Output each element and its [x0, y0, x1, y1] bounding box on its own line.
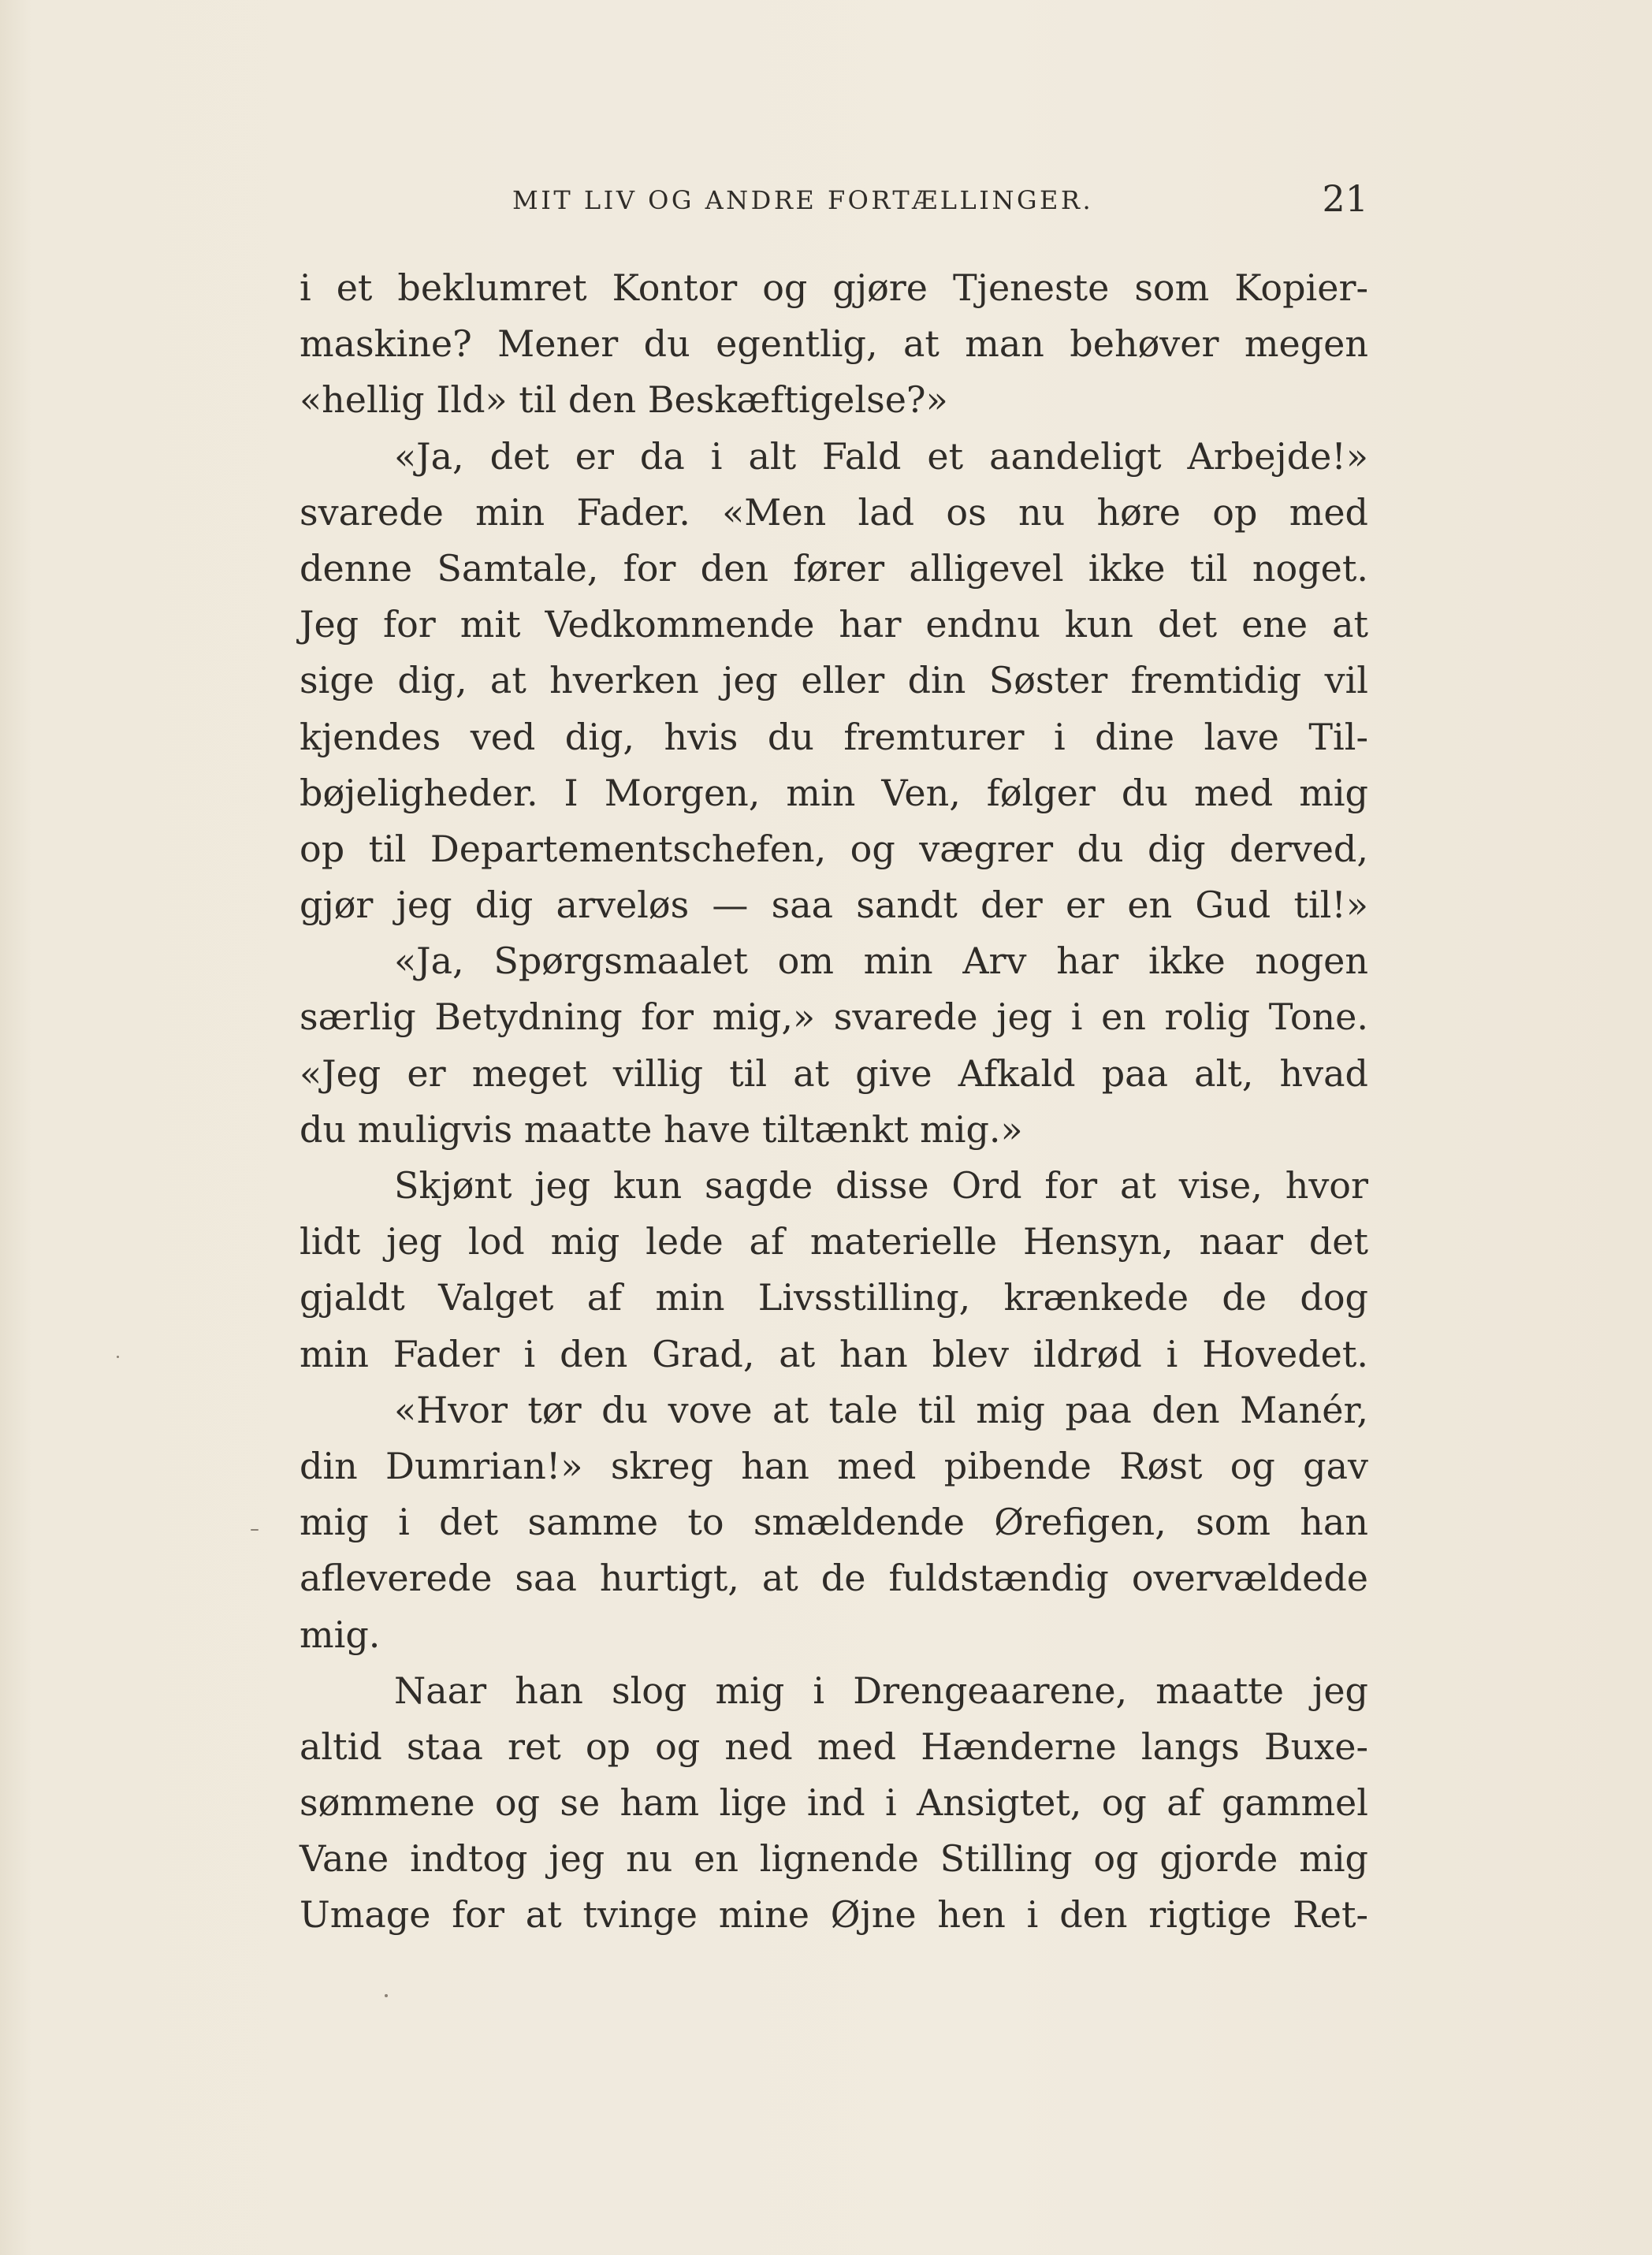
text-line: denne Samtale, for den fører alligevel ikke til noget. [300, 546, 1368, 590]
running-title: MIT LIV OG ANDRE FORTÆLLINGER. [512, 185, 1094, 215]
text-line: sige dig, at hverken jeg eller din Søster fremtidig vil [300, 659, 1368, 702]
paper-speck [117, 1356, 119, 1358]
text-line: sømmene og se ham lige ind i Ansigtet, og af gammel [300, 1781, 1368, 1825]
text-line: særlig Betydning for mig,» svarede jeg i en rolig Tone. [300, 995, 1368, 1039]
text-line: Naar han slog mig i Drengeaarene, maatte jeg [394, 1669, 1368, 1712]
text-line: bøjeligheder. I Morgen, min Ven, følger du med mig [300, 771, 1368, 814]
text-line: lidt jeg lod mig lede af materielle Hensyn, naar det [300, 1220, 1368, 1263]
text-line: op til Departementschefen, og vægrer du dig derved, [300, 827, 1368, 870]
text-line: Skjønt jeg kun sagde disse Ord for at vise, hvor [394, 1164, 1368, 1207]
text-line: kjendes ved dig, hvis du fremturer i dine lave Til- [300, 715, 1368, 758]
text-line: gjaldt Valget af min Livsstilling, krænkede de dog [300, 1276, 1368, 1319]
text-line: altid staa ret op og ned med Hænderne langs Buxe- [300, 1725, 1368, 1768]
page-number: 21 [1322, 177, 1368, 220]
text-line: Jeg for mit Vedkommende har endnu kun det ene at [300, 603, 1368, 646]
text-line: din Dumrian!» skreg han med pibende Røst og gav [300, 1444, 1368, 1487]
text-line: Vane indtog jeg nu en lignende Stilling og gjorde mig [300, 1837, 1368, 1881]
text-line: min Fader i den Grad, at han blev ildrød i Hovedet. [300, 1332, 1368, 1375]
text-line: mig. [300, 1613, 381, 1656]
page-header [300, 177, 1368, 233]
paper-speck [385, 1994, 388, 1997]
body-text [300, 260, 1368, 1944]
text-line: maskine? Mener du egentlig, at man behøver megen [300, 322, 1368, 366]
paper-speck [251, 1529, 259, 1531]
text-line: «Ja, det er da i alt Fald et aandeligt Arbejde!» [394, 434, 1368, 478]
text-line: afleverede saa hurtigt, at de fuldstændig overvældede [300, 1557, 1368, 1600]
text-line: «Jeg er meget villig til at give Afkald paa alt, hvad [300, 1051, 1368, 1095]
text-line: «Ja, Spørgsmaalet om min Arv har ikke nogen [394, 940, 1368, 983]
text-line: mig i det samme to smældende Ørefigen, som han [300, 1501, 1368, 1544]
text-line: svarede min Fader. «Men lad os nu høre op med [300, 490, 1368, 534]
text-line: «Hvor tør du vove at tale til mig paa den Manér, [394, 1388, 1368, 1431]
text-line: «hellig Ild» til den Beskæftigelse?» [300, 378, 948, 422]
text-line: Umage for at tvinge mine Øjne hen i den rigtige Ret- [300, 1893, 1368, 1937]
text-line: du muligvis maatte have tiltænkt mig.» [300, 1107, 1023, 1151]
text-line: gjør jeg dig arveløs — saa sandt der er en Gud til!» [300, 884, 1368, 927]
text-line: i et beklumret Kontor og gjøre Tjeneste som Kopier- [300, 266, 1368, 309]
